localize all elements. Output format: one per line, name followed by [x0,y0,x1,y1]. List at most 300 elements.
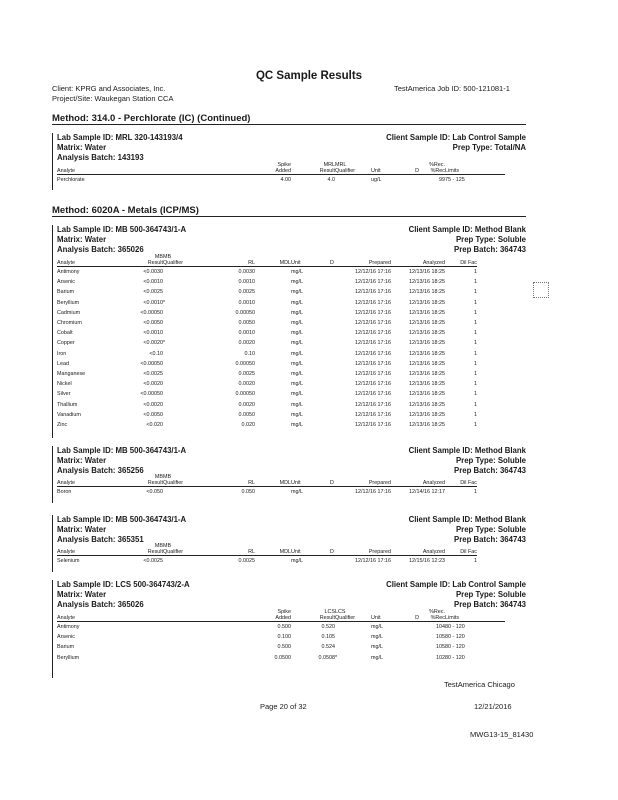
table-cell [325,399,339,409]
table-cell: mg/L [291,381,303,388]
table-cell [255,399,291,409]
table-cell: 104 [436,624,445,631]
table-cell: 12/12/16 17:16 [355,370,391,377]
table-cell [255,349,291,359]
table-cell: 0.0025 [238,370,255,377]
analysis-batch: Analysis Batch: 365026 [57,600,144,610]
analyte-name: Antimony [57,624,80,631]
column-header: Spike [277,161,291,168]
table-cell: 1 [474,360,477,367]
table-cell [401,632,419,642]
table-cell: 0.020 [241,421,255,428]
table-cell: mg/L [291,370,303,377]
table-cell: mg/L [291,289,303,296]
table-cell [255,308,291,318]
table-cell: <0.10 [149,350,163,357]
prep-batch: Prep Batch: 364743 [454,245,526,255]
table-row [57,642,505,652]
column-header: Unit [291,480,325,487]
column-header: D [401,168,419,175]
table-cell: 12/12/16 17:16 [355,350,391,357]
table-cell: <0.0050 [143,411,163,418]
table-row [57,369,477,379]
table-cell: <0.0020 [143,401,163,408]
table-cell [255,379,291,389]
column-header: Result [291,615,335,622]
table-cell [325,267,339,278]
analyte-name: Cobalt [57,330,73,337]
table-row [57,328,477,338]
table-cell: 80 - 120 [445,644,465,651]
table-cell: 0.0500 [274,654,291,661]
table-cell: 12/13/16 18:25 [409,330,445,337]
table-cell [163,349,199,359]
table-cell: 1 [474,279,477,286]
prep-type: Prep Type: Total/NA [452,143,526,153]
table-cell [325,308,339,318]
client-sample-id: Client Sample ID: Lab Control Sample [386,580,526,589]
table-cell: 12/12/16 17:16 [355,289,391,296]
table-cell [255,369,291,379]
table-cell: <0.0025 [143,289,163,296]
column-header: RL [199,549,255,556]
column-header: Result [119,549,163,556]
table-cell: mg/L [291,350,303,357]
table-cell: 1 [474,381,477,388]
results-table [57,253,477,430]
table-cell: 12/12/16 17:16 [355,299,391,306]
table-cell: 12/13/16 18:25 [409,370,445,377]
column-header: RL [199,480,255,487]
prep-type: Prep Type: Soluble [455,525,526,535]
table-cell: mg/L [371,654,383,661]
analysis-batch: Analysis Batch: 365026 [57,245,144,255]
table-cell: 1 [474,299,477,306]
table-cell: mg/L [291,411,303,418]
table-cell: 12/12/16 17:16 [355,489,391,496]
table-cell: 75 - 125 [445,177,465,184]
results-table [57,608,505,663]
table-cell [335,175,371,186]
column-header: Result [119,480,163,487]
table-cell: 1 [474,391,477,398]
table-row [57,487,477,498]
analyte-name: Selenium [57,558,80,565]
prep-type: Prep Type: Soluble [455,590,526,600]
table-cell [325,379,339,389]
table-cell: 0.0010 [238,279,255,286]
table-row [57,287,477,297]
table-cell: 102 [436,654,445,661]
analyte-name: Silver [57,391,71,398]
analyte-name: Manganese [57,370,86,377]
sample-info-right [386,133,526,153]
header-row [57,549,477,556]
matrix: Matrix: Water [57,525,107,535]
matrix: Matrix: Water [57,590,107,600]
table-row [57,349,477,359]
table-cell [325,328,339,338]
table-cell [163,359,199,369]
table-cell: 80 - 120 [445,624,465,631]
analyte-name: Vanadium [57,411,81,418]
table-cell [335,632,371,642]
column-header: Unit [371,615,401,622]
matrix: Matrix: Water [57,143,107,153]
analyte-name: Perchlorate [57,177,85,184]
prep-type: Prep Type: Soluble [455,456,526,466]
analyte-name: Beryllium [57,299,80,306]
table-cell [255,287,291,297]
column-header: MB [163,542,172,549]
results-table [57,473,477,497]
analysis-batch: Analysis Batch: 365351 [57,535,144,545]
column-header: MB [154,473,163,480]
matrix: Matrix: Water [57,456,107,466]
table-cell: 1 [474,411,477,418]
table-cell: mg/L [291,489,303,496]
table-cell [163,389,199,399]
table-cell: 12/12/16 17:16 [355,421,391,428]
table-cell: 105 [436,634,445,641]
column-header: Unit [291,549,325,556]
results-table [57,161,505,185]
method-heading-perchlorate: Method: 314.0 - Perchlorate (IC) (Continued) [52,113,251,124]
column-header: Dil Fac [445,549,477,556]
table-cell: 0.0030 [238,269,255,276]
table-cell: 1 [474,320,477,327]
table-cell [163,318,199,328]
table-cell: <0.050 [146,489,163,496]
footer-lab-name: TestAmerica Chicago [444,680,515,689]
table-cell [325,298,339,308]
table-cell: 0.0508 [318,654,335,661]
table-cell: 12/12/16 17:16 [355,558,391,565]
results-table [57,542,477,566]
analyte-name: Arsenic [57,634,75,641]
table-row [57,277,477,287]
column-header: Analyzed [391,549,445,556]
table-cell [325,389,339,399]
column-header: Analyzed [391,260,445,267]
column-header: %Rec. [429,161,445,168]
table-cell [255,359,291,369]
table-row [57,318,477,328]
table-cell: <0.0030 [143,269,163,276]
table-cell: 12/13/16 18:25 [409,309,445,316]
prep-batch: Prep Batch: 364743 [454,600,526,610]
column-header: %Rec [419,168,445,175]
project-site: Project/Site: Waukegan Station CCA [52,94,174,103]
table-cell: 1 [474,421,477,428]
header-row [57,615,505,622]
table-cell: * [163,340,166,347]
table-cell: 0.10 [244,350,255,357]
analyte-name: Barium [57,289,75,296]
table-cell: 0.500 [277,624,291,631]
table-cell: 1 [474,489,477,496]
column-header: Dil Fac [445,480,477,487]
table-cell [325,369,339,379]
table-cell [163,277,199,287]
table-cell [163,369,199,379]
table-row [57,389,477,399]
table-row [57,338,477,348]
table-row [57,175,505,186]
method-rule [52,216,526,217]
table-cell: mg/L [371,634,383,641]
table-cell: 99 [439,177,445,184]
matrix: Matrix: Water [57,235,107,245]
table-cell [325,410,339,420]
block-left-rule [52,133,53,190]
column-header: MB [154,253,163,260]
table-cell: mg/L [291,320,303,327]
table-cell: * [335,654,338,661]
table-cell [163,379,199,389]
column-header: Analyte [57,549,119,556]
prep-type: Prep Type: Soluble [455,235,526,245]
column-header: Analyte [57,168,217,175]
job-id: TestAmerica Job ID: 500-121081-1 [394,84,510,93]
table-cell: 12/12/16 17:16 [355,391,391,398]
table-cell [163,410,199,420]
column-header: Prepared [339,260,391,267]
table-cell [163,487,199,498]
analyte-name: Arsenic [57,279,75,286]
table-cell [335,622,371,633]
sample-info-right [386,580,526,611]
column-header: Result [119,260,163,267]
table-cell: 1 [474,309,477,316]
table-cell: mg/L [291,401,303,408]
column-header: MB [154,542,163,549]
table-cell: 0.00050 [235,391,255,398]
table-cell [163,399,199,409]
column-header: MRL [335,161,347,168]
table-cell: 12/13/16 18:25 [409,421,445,428]
table-cell [163,328,199,338]
lab-sample-id: Lab Sample ID: MB 500-364743/1-A [57,446,187,455]
table-cell [255,410,291,420]
client-sample-id: Client Sample ID: Method Blank [408,446,526,455]
document-id: MWG13-15_81430 [470,730,534,739]
table-cell: 1 [474,350,477,357]
table-cell: mg/L [291,269,303,276]
table-cell: 0.0050 [238,411,255,418]
table-cell: 1 [474,269,477,276]
column-header: Analyte [57,615,217,622]
table-cell [401,622,419,633]
table-cell: 1 [474,289,477,296]
analyte-name: Nickel [57,381,72,388]
footer-date: 12/21/2016 [474,702,512,711]
method-heading-metals: Method: 6020A - Metals (ICP/MS) [52,205,199,216]
analyte-name: Beryllium [57,654,80,661]
column-header: D [325,480,339,487]
table-cell [255,328,291,338]
column-header: Added [217,615,291,622]
column-header: MDL [255,260,291,267]
table-cell: 0.0050 [238,320,255,327]
block-left-rule [52,515,53,572]
table-cell: 4.00 [280,177,291,184]
column-header: Qualifier [335,168,371,175]
table-cell [255,277,291,287]
table-cell: 12/13/16 18:25 [409,279,445,286]
lab-sample-id: Lab Sample ID: MB 500-364743/1-A [57,225,187,234]
column-header: D [325,260,339,267]
column-header: Analyte [57,480,119,487]
column-header: Analyzed [391,480,445,487]
column-header: MDL [255,549,291,556]
table-cell: 12/13/16 18:25 [409,340,445,347]
table-cell [255,298,291,308]
table-cell: 12/13/16 18:25 [409,381,445,388]
table-cell: 0.0020 [238,340,255,347]
column-header: D [401,615,419,622]
table-cell: <0.0025 [143,558,163,565]
table-cell: <0.0050 [143,320,163,327]
sample-info-left [57,580,190,611]
table-cell: mg/L [371,644,383,651]
table-cell [163,308,199,318]
table-cell [401,653,419,663]
table-cell: 0.0025 [238,558,255,565]
table-cell: 0.0010 [238,330,255,337]
column-header: Prepared [339,480,391,487]
page-title: QC Sample Results [255,70,363,82]
block-left-rule [52,225,53,438]
table-cell: 12/13/16 18:25 [409,289,445,296]
table-cell [325,487,339,498]
analyte-name: Cadmium [57,309,81,316]
analyte-name: Chromium [57,320,82,327]
sample-info-left [57,225,186,256]
table-cell: 0.00050 [235,360,255,367]
table-cell [325,318,339,328]
table-cell: 12/13/16 18:25 [409,411,445,418]
analyte-name: Barium [57,644,75,651]
client-name: Client: KPRG and Associates, Inc. [52,84,166,93]
table-cell: 12/12/16 17:16 [355,360,391,367]
table-cell: 12/13/16 18:25 [409,299,445,306]
table-cell: 12/12/16 17:16 [355,309,391,316]
table-cell: 12/15/16 12:23 [409,558,445,565]
table-cell: 0.050 [241,489,255,496]
table-cell [325,277,339,287]
block-left-rule [52,580,53,678]
analyte-name: Iron [57,350,67,357]
analysis-batch: Analysis Batch: 365256 [57,466,144,476]
table-row [57,399,477,409]
column-header: Limits [445,168,505,175]
column-header: MB [163,253,172,260]
client-sample-id: Client Sample ID: Method Blank [408,515,526,524]
table-cell: 0.0025 [238,289,255,296]
header-row [57,480,477,487]
table-cell: mg/L [291,558,303,565]
column-header: Qualifier [163,260,199,267]
table-cell: 12/13/16 18:25 [409,320,445,327]
table-cell [335,642,371,652]
column-header: Limits [445,615,505,622]
analyte-name: Antimony [57,269,80,276]
lab-sample-id: Lab Sample ID: MRL 320-143193/4 [57,133,183,142]
table-cell [401,175,419,186]
table-cell: <0.0010 [143,299,163,306]
table-cell: 0.520 [321,624,335,631]
table-row [57,420,477,430]
table-cell: 4.0 [327,177,335,184]
table-row [57,410,477,420]
analyte-name: Thallium [57,401,78,408]
table-cell [401,642,419,652]
table-cell: 12/12/16 17:16 [355,381,391,388]
table-cell: 12/14/16 12:17 [409,489,445,496]
column-header: Spike [277,608,291,615]
table-cell: <0.00050 [140,360,163,367]
table-cell: 0.0020 [238,381,255,388]
analyte-name: Copper [57,340,75,347]
client-sample-id: Client Sample ID: Lab Control Sample [386,133,526,142]
table-row [57,359,477,369]
table-cell: 12/12/16 17:16 [355,340,391,347]
table-cell: mg/L [291,360,303,367]
table-cell [255,420,291,430]
prep-batch: Prep Batch: 364743 [454,535,526,545]
table-cell: 12/13/16 18:25 [409,391,445,398]
table-cell [163,420,199,430]
table-cell: 0.500 [277,644,291,651]
table-cell: <0.0010 [143,330,163,337]
table-row [57,267,477,278]
table-cell: 0.0020 [238,401,255,408]
method-rule [52,124,526,125]
table-cell: 1 [474,330,477,337]
column-header: Unit [371,168,401,175]
sample-info-right [409,225,526,256]
table-cell [163,556,199,567]
table-cell [325,287,339,297]
table-cell: mg/L [291,391,303,398]
table-cell: <0.00050 [140,309,163,316]
table-cell [325,359,339,369]
client-sample-id: Client Sample ID: Method Blank [408,225,526,234]
analyte-name: Boron [57,489,72,496]
header-row [57,168,505,175]
column-header: MDL [255,480,291,487]
column-header: MRL [323,161,335,168]
table-cell [255,487,291,498]
table-cell: ug/L [371,177,382,184]
column-header: Qualifier [163,480,199,487]
column-header: RL [199,260,255,267]
table-cell: 1 [474,401,477,408]
table-cell: mg/L [371,624,383,631]
analyte-name: Lead [57,360,69,367]
table-cell: 12/12/16 17:16 [355,401,391,408]
analyte-name: Zinc [57,421,68,428]
sample-info-left [57,133,183,164]
table-cell: 0.100 [277,634,291,641]
column-header: %Rec. [429,608,445,615]
column-header: D [325,549,339,556]
table-cell: 1 [474,340,477,347]
block-left-rule [52,446,53,503]
table-cell: mg/L [291,421,303,428]
table-cell: 80 - 120 [445,654,465,661]
